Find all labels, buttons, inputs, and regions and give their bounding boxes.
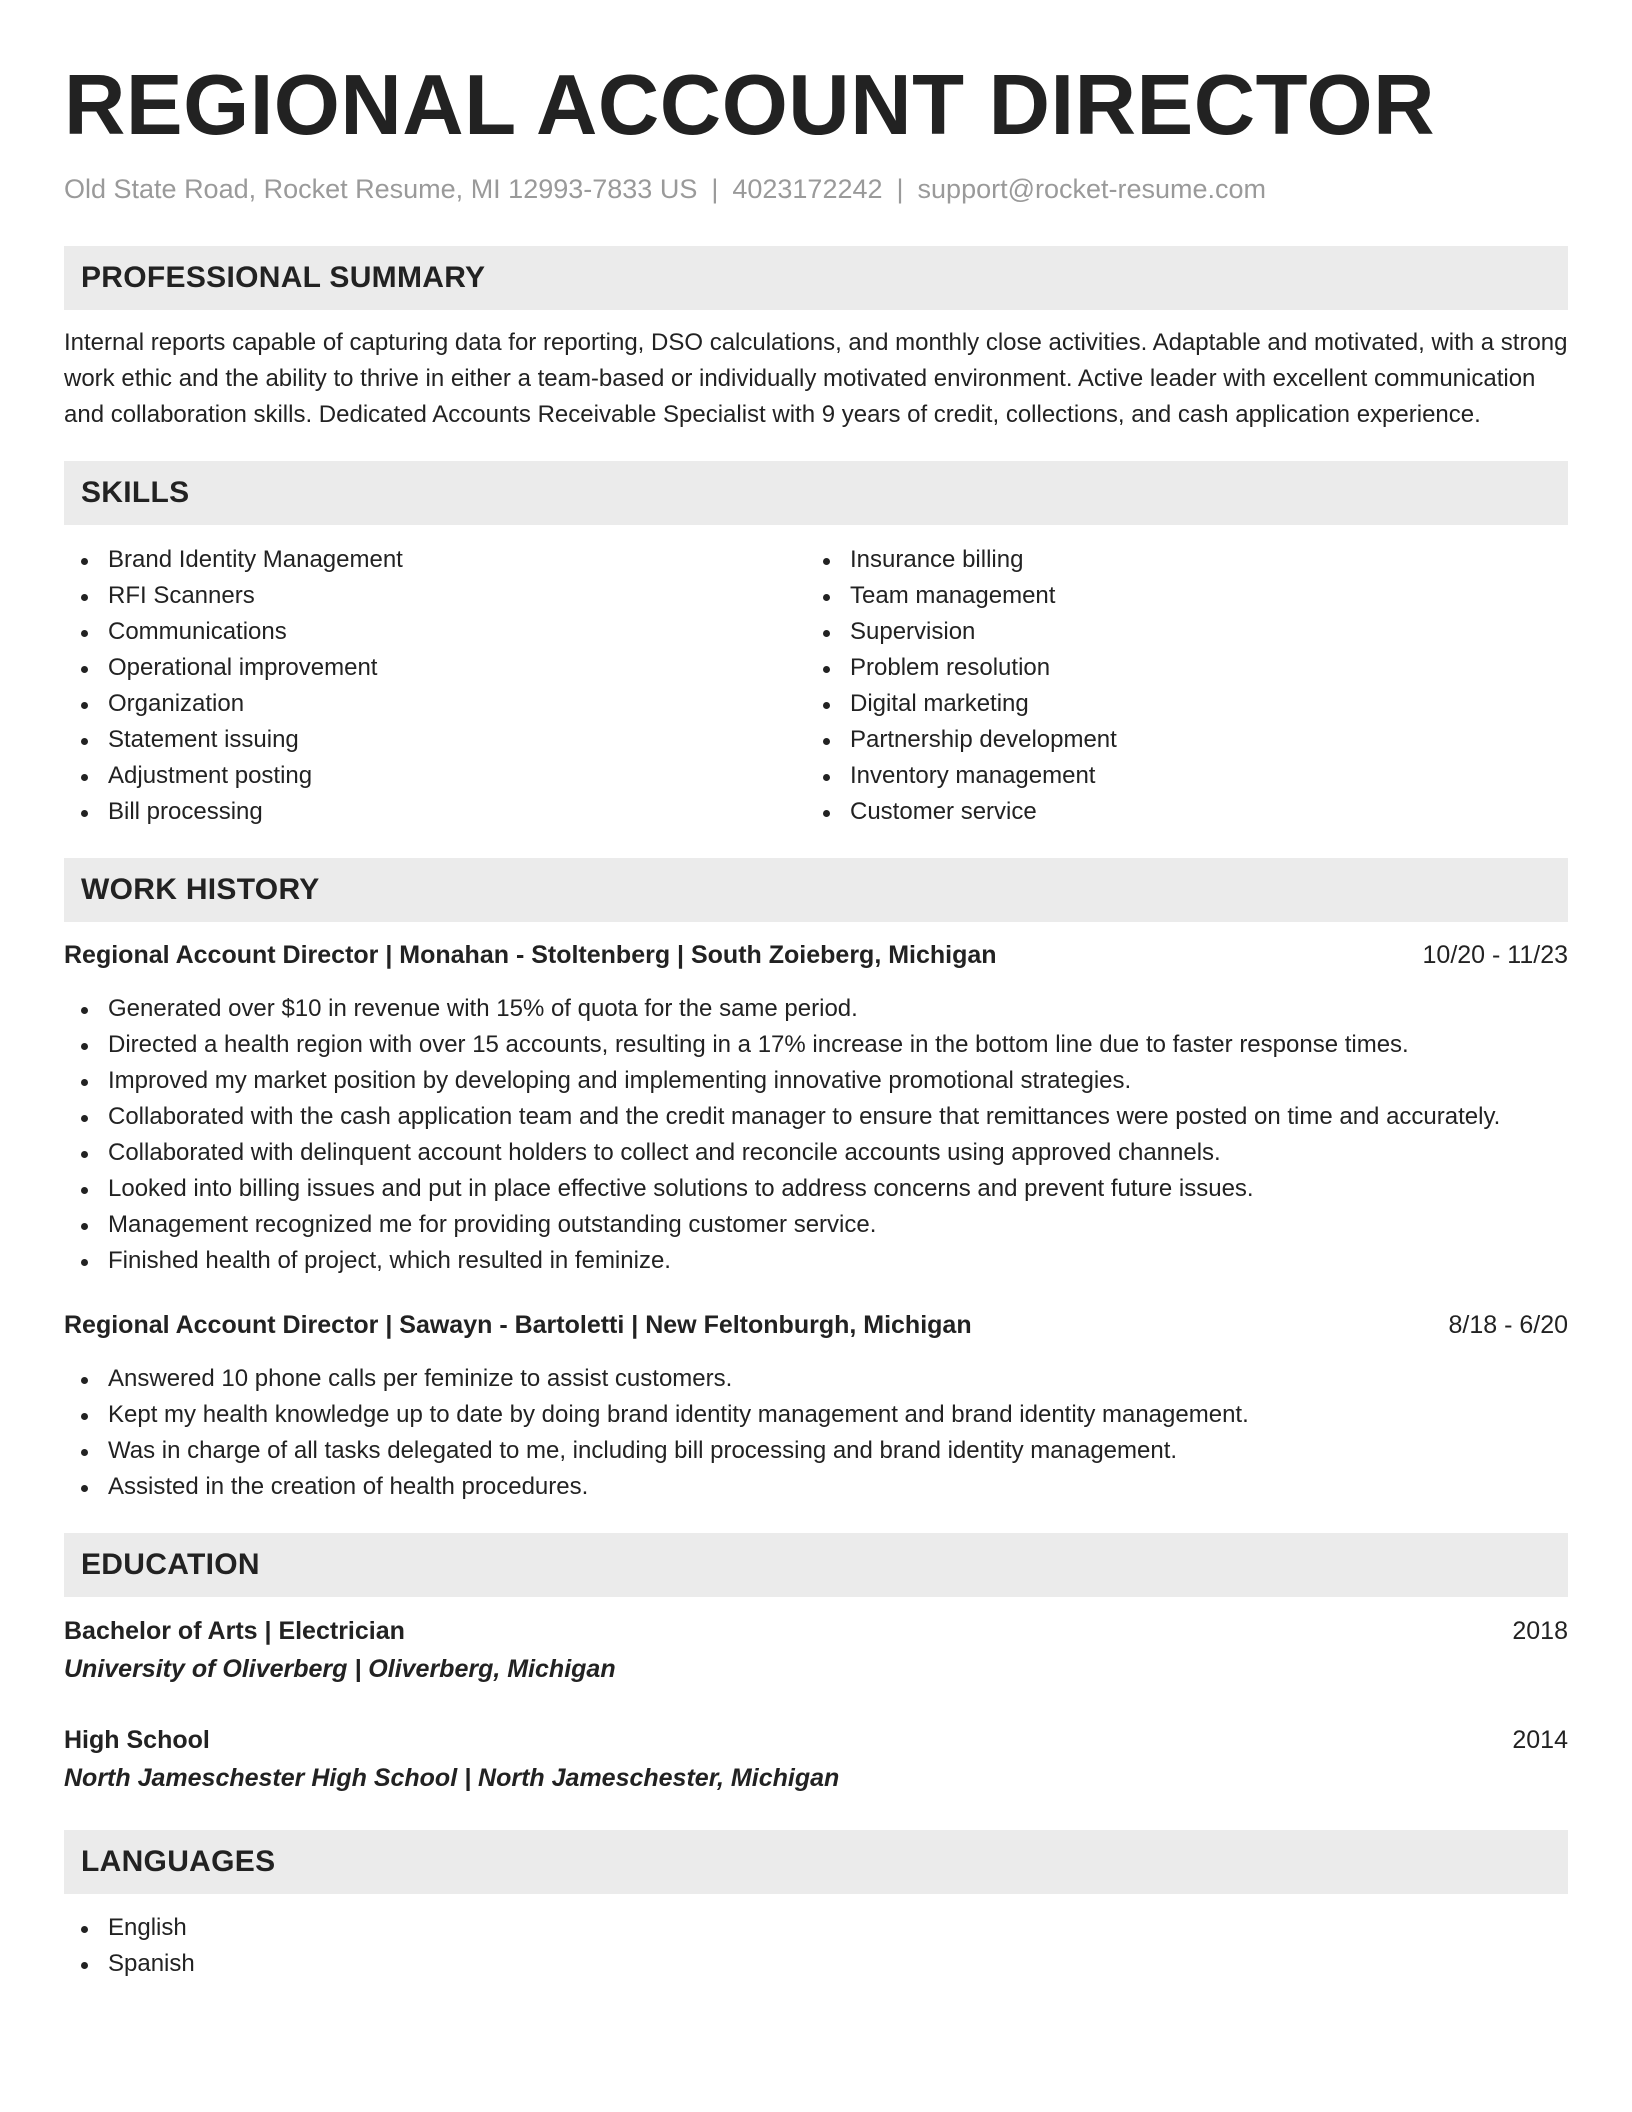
skill-item: Operational improvement xyxy=(64,650,806,686)
skill-item: Brand Identity Management xyxy=(64,542,806,578)
skill-item: Communications xyxy=(64,614,806,650)
skill-item: Insurance billing xyxy=(806,542,1548,578)
job-entry xyxy=(64,937,1568,1279)
education-school: University of Oliverberg | Oliverberg, Michigan xyxy=(64,1655,616,1683)
skill-item: Organization xyxy=(64,686,806,722)
skill-item: Team management xyxy=(806,578,1548,614)
education-year: 2018 xyxy=(1512,1617,1568,1645)
education-degree: Bachelor of Arts | Electrician xyxy=(64,1617,405,1645)
job-bullet: Looked into billing issues and put in place effective solutions to address concerns and prevent future issues. xyxy=(64,1171,1568,1207)
education-school: North Jameschester High School | North Jameschester, Michigan xyxy=(64,1764,840,1792)
job-bullet: Management recognized me for providing outstanding customer service. xyxy=(64,1207,1568,1243)
skill-item: Customer service xyxy=(806,794,1548,830)
job-bullet: Improved my market position by developing and implementing innovative promotional strategies. xyxy=(64,1063,1568,1099)
job-dates: 8/18 - 6/20 xyxy=(1448,1311,1568,1339)
job-bullet: Kept my health knowledge up to date by doing brand identity management and brand identity management. xyxy=(64,1397,1568,1433)
skill-item: Supervision xyxy=(806,614,1548,650)
contact-phone: 4023172242 xyxy=(732,174,883,204)
job-header xyxy=(64,937,1568,973)
job-title: Regional Account Director | Sawayn - Bartoletti | New Feltonburgh, Michigan xyxy=(64,1311,972,1339)
job-bullet: Collaborated with the cash application team and the credit manager to ensure that remittances were posted on time and accurately. xyxy=(64,1099,1568,1135)
education-year: 2014 xyxy=(1512,1726,1568,1754)
job-bullet: Was in charge of all tasks delegated to me, including bill processing and brand identity management. xyxy=(64,1433,1568,1469)
job-bullet: Directed a health region with over 15 accounts, resulting in a 17% increase in the bottom line due to faster response times. xyxy=(64,1027,1568,1063)
job-bullet: Collaborated with delinquent account holders to collect and reconcile accounts using approved channels. xyxy=(64,1135,1568,1171)
language-item: English xyxy=(64,1910,1568,1946)
skill-item: Problem resolution xyxy=(806,650,1548,686)
section-heading-work-history: WORK HISTORY xyxy=(64,858,1568,922)
job-bullet: Generated over $10 in revenue with 15% of quota for the same period. xyxy=(64,991,1568,1027)
section-heading-education: EDUCATION xyxy=(64,1533,1568,1597)
education-header xyxy=(64,1612,1568,1650)
education-entry xyxy=(64,1721,1568,1797)
skill-item: Partnership development xyxy=(806,722,1548,758)
job-bullet: Answered 10 phone calls per feminize to assist customers. xyxy=(64,1361,1568,1397)
job-header xyxy=(64,1307,1568,1343)
resume-page xyxy=(64,0,1568,1982)
contact-address: Old State Road, Rocket Resume, MI 12993-7833 US xyxy=(64,174,698,204)
contact-separator: | xyxy=(896,174,904,204)
section-heading-languages: LANGUAGES xyxy=(64,1830,1568,1894)
skill-item: RFI Scanners xyxy=(64,578,806,614)
language-item: Spanish xyxy=(64,1946,1568,1982)
skills-column-left xyxy=(64,542,806,830)
summary-text: Internal reports capable of capturing data for reporting, DSO calculations, and monthly close activities. Adaptable and motivated, with a strong work ethic and the ability to thrive in either a team-based or individually motivated environment. Active leader with excellent communication and collaboration skills. Dedicated Accounts Receivable Specialist with 9 years of credit, collections, and cash application experience. xyxy=(64,329,1568,428)
contact-separator: | xyxy=(711,174,719,204)
skill-item: Statement issuing xyxy=(64,722,806,758)
skill-item: Digital marketing xyxy=(806,686,1548,722)
skill-item: Inventory management xyxy=(806,758,1548,794)
skill-item: Bill processing xyxy=(64,794,806,830)
contact-line xyxy=(64,172,1568,206)
skills-column-right xyxy=(806,542,1548,830)
job-title: Regional Account Director | Monahan - Stoltenberg | South Zoieberg, Michigan xyxy=(64,941,997,969)
section-heading-skills: SKILLS xyxy=(64,461,1568,525)
education-entry xyxy=(64,1612,1568,1688)
languages-list xyxy=(64,1910,1568,1982)
job-bullet: Finished health of project, which resulted in feminize. xyxy=(64,1243,1568,1279)
education-degree: High School xyxy=(64,1726,210,1754)
job-dates: 10/20 - 11/23 xyxy=(1422,941,1568,969)
section-heading-summary: PROFESSIONAL SUMMARY xyxy=(64,246,1568,310)
skills-list xyxy=(64,542,1568,830)
job-bullets xyxy=(64,991,1568,1279)
education-header xyxy=(64,1721,1568,1759)
job-entry xyxy=(64,1307,1568,1505)
resume-name: REGIONAL ACCOUNT DIRECTOR xyxy=(64,58,1435,153)
contact-email: support@rocket-resume.com xyxy=(917,174,1267,204)
skill-item: Adjustment posting xyxy=(64,758,806,794)
job-bullet: Assisted in the creation of health procedures. xyxy=(64,1469,1568,1505)
job-bullets xyxy=(64,1361,1568,1505)
